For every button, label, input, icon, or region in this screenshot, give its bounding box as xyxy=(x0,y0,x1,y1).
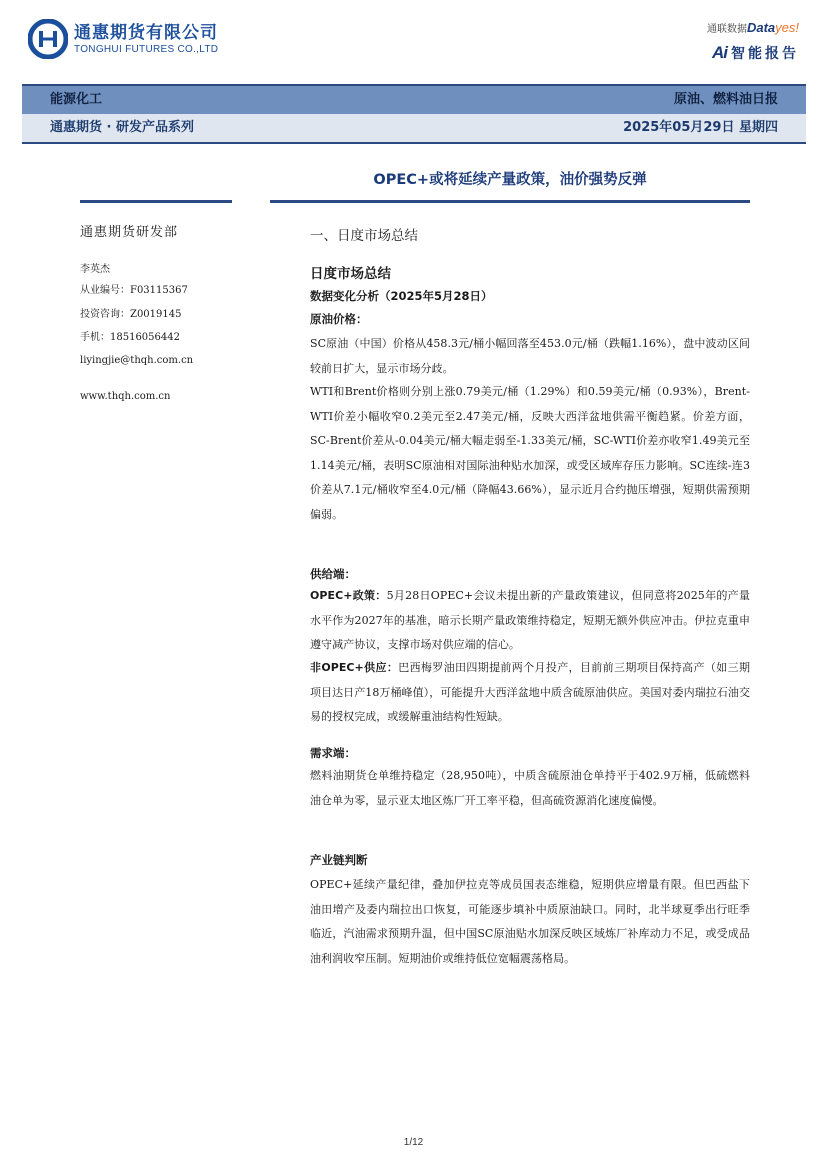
crude-heading: 原油价格： xyxy=(310,312,368,326)
sidebar-divider xyxy=(80,200,232,203)
advisory-number: 投资咨询：Z0019145 xyxy=(80,309,182,320)
company-logo xyxy=(28,19,218,59)
website-link[interactable]: www.thqh.com.cn xyxy=(80,391,171,402)
section-heading: 一、日度市场总结 xyxy=(310,228,418,244)
report-date: 2025年05月29日 星期四 xyxy=(623,120,778,135)
subheading: 日度市场总结 xyxy=(310,266,391,282)
phone-number: 手机：18516056442 xyxy=(80,332,180,343)
opec-paragraph xyxy=(310,584,750,658)
report-type-label: 原油、燃料油日报 xyxy=(673,92,778,107)
department-name: 通惠期货研发部 xyxy=(80,225,179,240)
partner-name-cn: 通联数据 xyxy=(706,24,747,35)
supply-heading: 供给端： xyxy=(310,567,356,581)
analysis-title: 数据变化分析（2025年5月28日） xyxy=(310,289,493,303)
page-number: 1/12 xyxy=(403,1137,424,1148)
partner-logo xyxy=(707,20,799,63)
crude-paragraph-1: SC原油（中国）价格从458.3元/桶小幅回落至453.0元/桶（跌幅1.16%），盘中波动区间较前日扩大，显示市场分歧。 xyxy=(310,337,750,375)
demand-heading: 需求端： xyxy=(310,746,356,760)
series-band xyxy=(22,114,806,144)
demand-paragraph: 燃料油期货仓单维持稳定（28,950吨），中质含硫原油仓单持平于402.9万桶，低硫燃料油仓单为零，显示亚太地区炼厂开工率平稳，但高硫资源消化速度偏慢。 xyxy=(310,769,750,807)
partner-name-data: Data xyxy=(746,20,776,35)
category-band xyxy=(22,84,806,114)
series-label: 通惠期货 · 研发产品系列 xyxy=(50,120,194,135)
license-number: 从业编号：F03115367 xyxy=(80,285,188,296)
opec-lead: OPEC+政策： xyxy=(310,589,387,602)
chain-heading: 产业链判断 xyxy=(310,853,368,867)
company-name-en: TONGHUI FUTURES CO.,LTD xyxy=(74,43,219,55)
company-logo-icon xyxy=(28,19,68,59)
nonopec-paragraph xyxy=(310,656,750,730)
email-link[interactable]: liyingjie@thqh.com.cn xyxy=(80,355,194,366)
opec-text: 5月28日OPEC+会议未提出新的产量政策建议，但同意将2025年的产量水平作为2027年的基准，暗示长期产量政策维持稳定，短期无额外供应冲击。伊拉克重申遵守减产协议，支撑市场对供应端的信心。 xyxy=(310,589,750,651)
partner-name-yes: yes! xyxy=(775,20,799,35)
author-name: 李英杰 xyxy=(80,264,110,275)
ai-logo-icon: Ai xyxy=(712,43,727,62)
nonopec-text: 巴西梅罗油田四期提前两个月投产，目前前三期项目保持高产（如三期项目达日产18万桶峰值），可能提升大西洋盆地中质含硫原油供应。美国对委内瑞拉石油交易的授权完成，或缓解重油结构性短缺。 xyxy=(310,661,750,723)
report-title: OPEC+或将延续产量政策，油价强势反弹 xyxy=(373,172,647,188)
chain-paragraph: OPEC+延续产量纪律，叠加伊拉克等成员国表态维稳，短期供应增量有限。但巴西盐下油田增产及委内瑞拉出口恢复，可能逐步填补中质原油缺口。同时，北半球夏季出行旺季临近，汽油需求预期升温，但中国SC原油贴水加深反映区域炼厂补库动力不足，或受成品油利润收窄压制。短期油价或维持低位宽幅震荡格局。 xyxy=(310,878,750,965)
title-divider xyxy=(270,200,750,203)
crude-paragraph-2: WTI和Brent价格则分别上涨0.79美元/桶（1.29%）和0.59美元/桶（0.93%），Brent-WTI价差小幅收窄0.2美元至2.47美元/桶，反映大西洋盆地供需平衡趋紧。价差方面，SC-Brent价差从-0.04美元/桶大幅走弱至-1.33美元/桶，SC-WTI价差亦收窄1.49美元至1.14美元/桶，表明SC原油相对国际油种贴水加深，或受区域库存压力影响。SC连续-连3价差从7.1元/桶收窄至4.0元/桶（降幅43.66%），显示近月合约抛压增强，短期供需预期偏弱。 xyxy=(310,385,750,521)
ai-report-label: 智能报告 xyxy=(731,46,799,62)
company-name-cn: 通惠期货有限公司 xyxy=(74,22,218,43)
author-sidebar xyxy=(80,225,250,402)
category-label: 能源化工 xyxy=(50,92,103,107)
nonopec-lead: 非OPEC+供应： xyxy=(310,661,399,674)
